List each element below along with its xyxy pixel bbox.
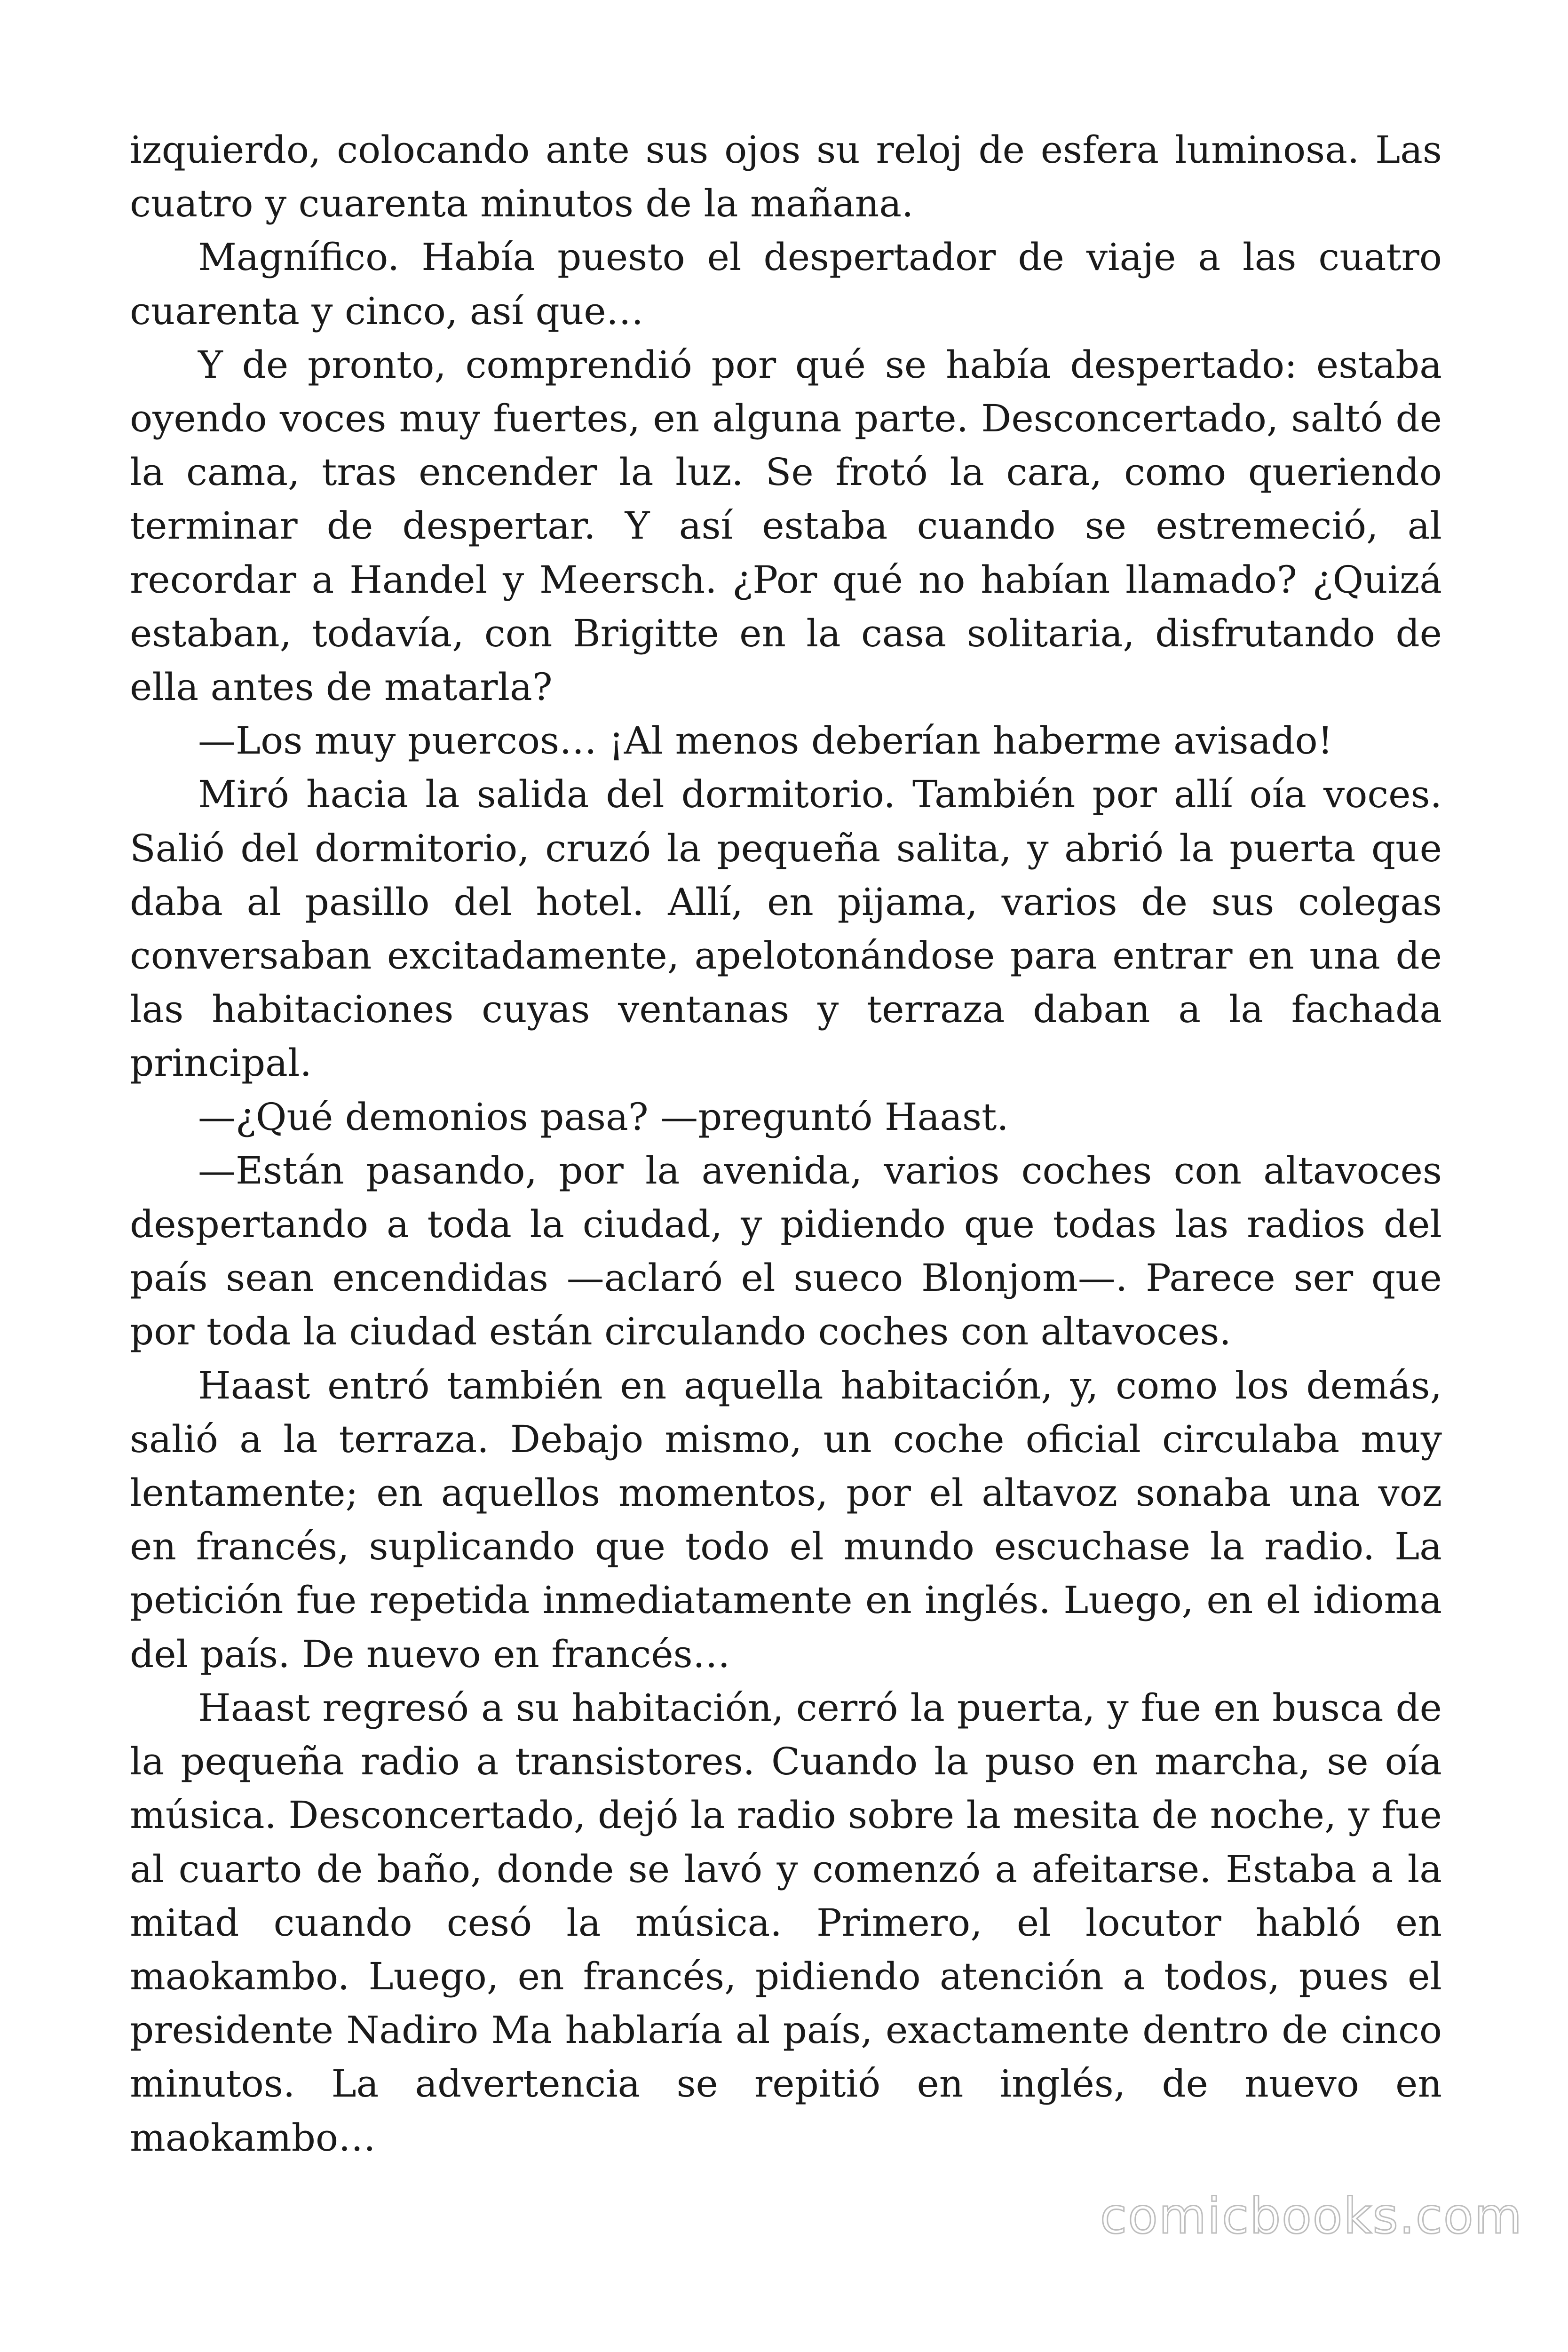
paragraph-1: izquierdo, colocando ante sus ojos su reloj de esfera luminosa. Las cuatro y cuarenta minutos de la mañana. xyxy=(130,128,1442,226)
paragraph-8: Haast entró también en aquella habitación, y, como los demás, salió a la terraza. Debajo mismo, un coche oficial circulaba muy lentamente; en aquellos momentos, por el altavoz sonaba una voz en francés, suplicando que todo el mundo escuchase la radio. La petición fue repetida inmediatamente en inglés. Luego, en el idioma del país. De nuevo en francés… xyxy=(130,1363,1442,1676)
paragraph-7: —Están pasando, por la avenida, varios coches con altavoces despertando a toda la ciudad, y pidiendo que todas las radios del país sean encendidas —aclaró el sueco Blonjom—. Parece ser que por toda la ciudad están circulando coches con altavoces. xyxy=(130,1148,1442,1354)
paragraph-2: Magnífico. Había puesto el despertador de viaje a las cuatro cuarenta y cinco, así que… xyxy=(130,235,1442,333)
paragraph-5: Miró hacia la salida del dormitorio. También por allí oía voces. Salió del dormitorio, cruzó la pequeña salita, y abrió la puerta que daba al pasillo del hotel. Allí, en pijama, varios de sus colegas conversaban excitadamente, apelotonándose para entrar en una de las habitaciones cuyas ventanas y terraza daban a la fachada principal. xyxy=(130,772,1442,1085)
paragraph-4: —Los muy puercos… ¡Al menos deberían haberme avisado! xyxy=(198,719,1333,763)
paragraph-3: Y de pronto, comprendió por qué se había despertado: estaba oyendo voces muy fuertes, en alguna parte. Desconcertado, saltó de la cama, tras encender la luz. Se frotó la cara, como queriendo terminar de despertar. Y así estaba cuando se estremeció, al recordar a Handel y Meersch. ¿Por qué no habían llamado? ¿Quizá estaban, todavía, con Brigitte en la casa solitaria, disfrutando de ella antes de matarla? xyxy=(130,342,1442,709)
paragraph-9: Haast regresó a su habitación, cerró la puerta, y fue en busca de la pequeña radio a transistores. Cuando la puso en marcha, se oía música. Desconcertado, dejó la radio sobre la mesita de noche, y fue al cuarto de baño, donde se lavó y comenzó a afeitarse. Estaba a la mitad cuando cesó la música. Primero, el locutor habló en maokambo. Luego, en francés, pidiendo atención a todos, pues el presidente Nadiro Ma hablaría al país, exactamente dentro de cinco minutos. La advertencia se repitió en inglés, de nuevo en maokambo… xyxy=(130,1685,1442,2160)
paragraph-6: —¿Qué demonios pasa? —preguntó Haast. xyxy=(198,1095,1009,1139)
watermark: comicbooks.com xyxy=(1100,2187,1523,2245)
page-body-text xyxy=(130,123,1442,2165)
